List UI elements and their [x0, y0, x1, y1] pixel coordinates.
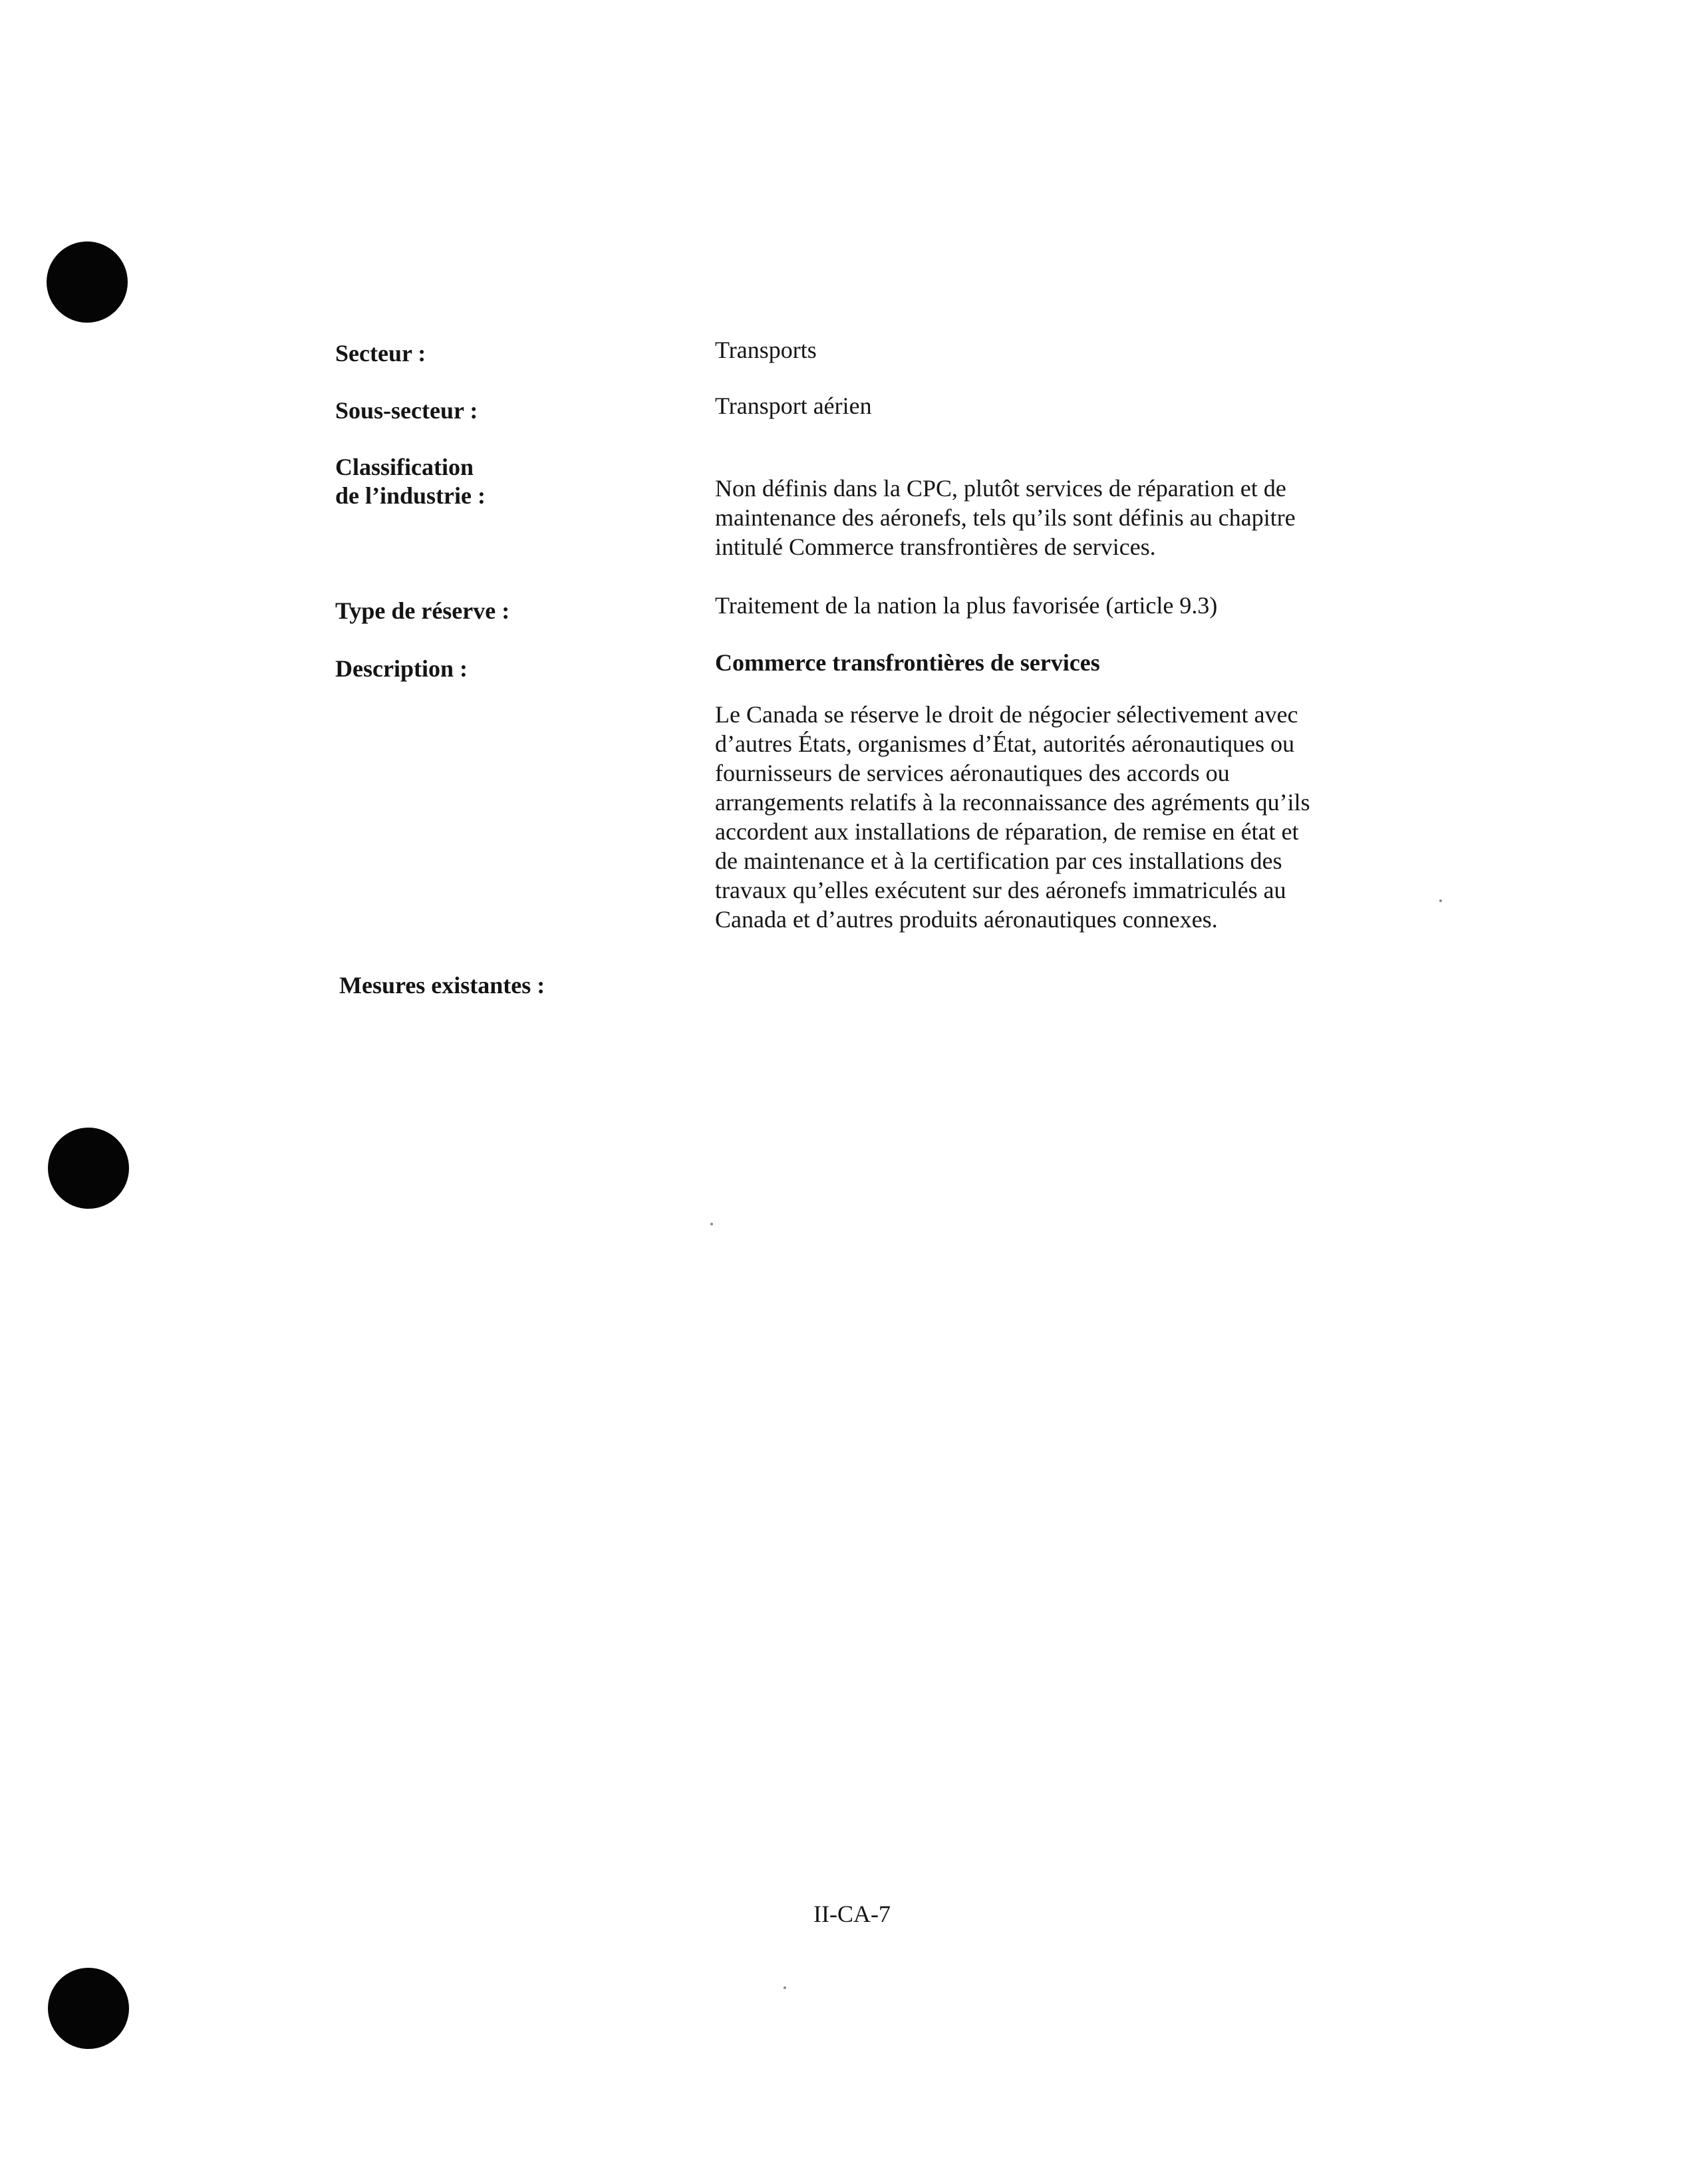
scan-speck — [783, 1986, 786, 1989]
description-line: d’autres États, organismes d’État, autorités aéronautiques ou — [715, 730, 1295, 757]
existing-measures-label: Mesures existantes : — [339, 972, 545, 999]
classification-label — [335, 453, 486, 510]
scan-speck — [710, 1223, 713, 1225]
classification-label-line1: Classification — [335, 454, 474, 480]
binder-hole-middle — [48, 1128, 129, 1209]
sector-value: Transports — [715, 337, 817, 363]
sector-label: Secteur : — [335, 340, 426, 367]
reservation-type-label: Type de réserve : — [335, 597, 510, 624]
description-line: arrangements relatifs à la reconnaissance des agréments qu’ils — [715, 789, 1310, 816]
description-label: Description : — [335, 655, 468, 682]
description-body — [715, 700, 1447, 934]
description-heading: Commerce transfrontières de services — [715, 649, 1100, 676]
description-line: Le Canada se réserve le droit de négocier sélectivement avec — [715, 701, 1298, 728]
classification-value — [715, 474, 1447, 561]
description-line: Canada et d’autres produits aéronautiques connexes. — [715, 906, 1218, 933]
page-number: II-CA-7 — [813, 1901, 891, 1927]
description-line: fournisseurs de services aéronautiques des accords ou — [715, 760, 1230, 786]
classification-value-line: intitulé Commerce transfrontières de services. — [715, 534, 1156, 560]
reservation-type-value: Traitement de la nation la plus favorisée (article 9.3) — [715, 592, 1218, 619]
classification-value-line: Non définis dans la CPC, plutôt services de réparation et de — [715, 475, 1286, 502]
binder-hole-top — [47, 241, 128, 323]
classification-label-line2: de l’industrie : — [335, 482, 486, 509]
subsector-value: Transport aérien — [715, 392, 872, 419]
binder-hole-bottom — [48, 1968, 129, 2049]
description-line: travaux qu’elles exécutent sur des aéronefs immatriculés au — [715, 877, 1286, 903]
classification-value-line: maintenance des aéronefs, tels qu’ils sont définis au chapitre — [715, 504, 1296, 531]
description-line: de maintenance et à la certification par ces installations des — [715, 848, 1282, 874]
description-line: accordent aux installations de réparation, de remise en état et — [715, 818, 1299, 845]
subsector-label: Sous-secteur : — [335, 397, 478, 424]
